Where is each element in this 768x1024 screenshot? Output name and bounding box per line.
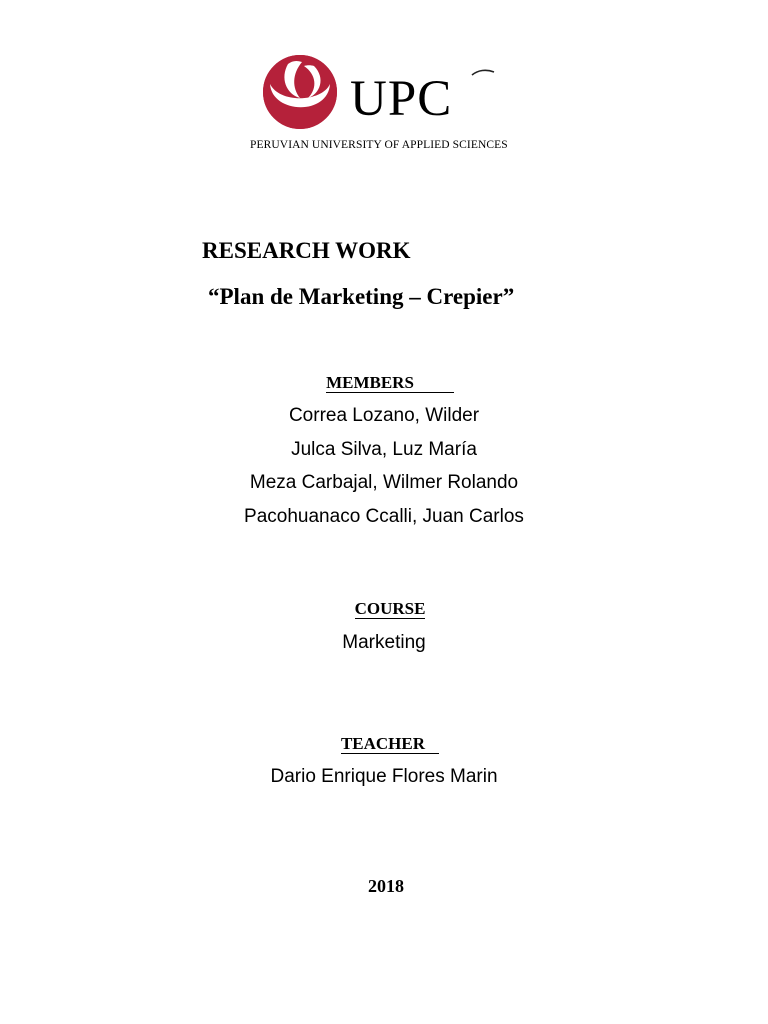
document-year: 2018 (368, 876, 404, 896)
university-name: PERUVIAN UNIVERSITY OF APPLIED SCIENCES (250, 139, 508, 151)
member-name: Correa Lozano, Wilder (288, 405, 480, 426)
logo-swoosh-mark (470, 68, 496, 78)
teacher-heading (6, 734, 768, 754)
members-heading (6, 373, 768, 393)
upc-logo-emblem (258, 54, 342, 130)
document-title: “Plan de Marketing – Crepier” (208, 284, 515, 309)
teacher-heading-label: TEACHER (341, 734, 439, 754)
course-heading (6, 599, 768, 619)
course-name: Marketing (342, 632, 426, 653)
member-name: Julca Silva, Luz María (291, 439, 477, 460)
members-heading-label: MEMBERS (326, 373, 454, 393)
teacher-name: Dario Enrique Flores Marin (270, 766, 498, 787)
member-name: Pacohuanaco Ccalli, Juan Carlos (244, 506, 524, 527)
member-name: Meza Carbajal, Wilmer Rolando (249, 472, 519, 493)
course-heading-label: COURSE (354, 599, 426, 618)
upc-logo-text: UPC (350, 71, 453, 127)
document-type: RESEARCH WORK (202, 238, 411, 263)
